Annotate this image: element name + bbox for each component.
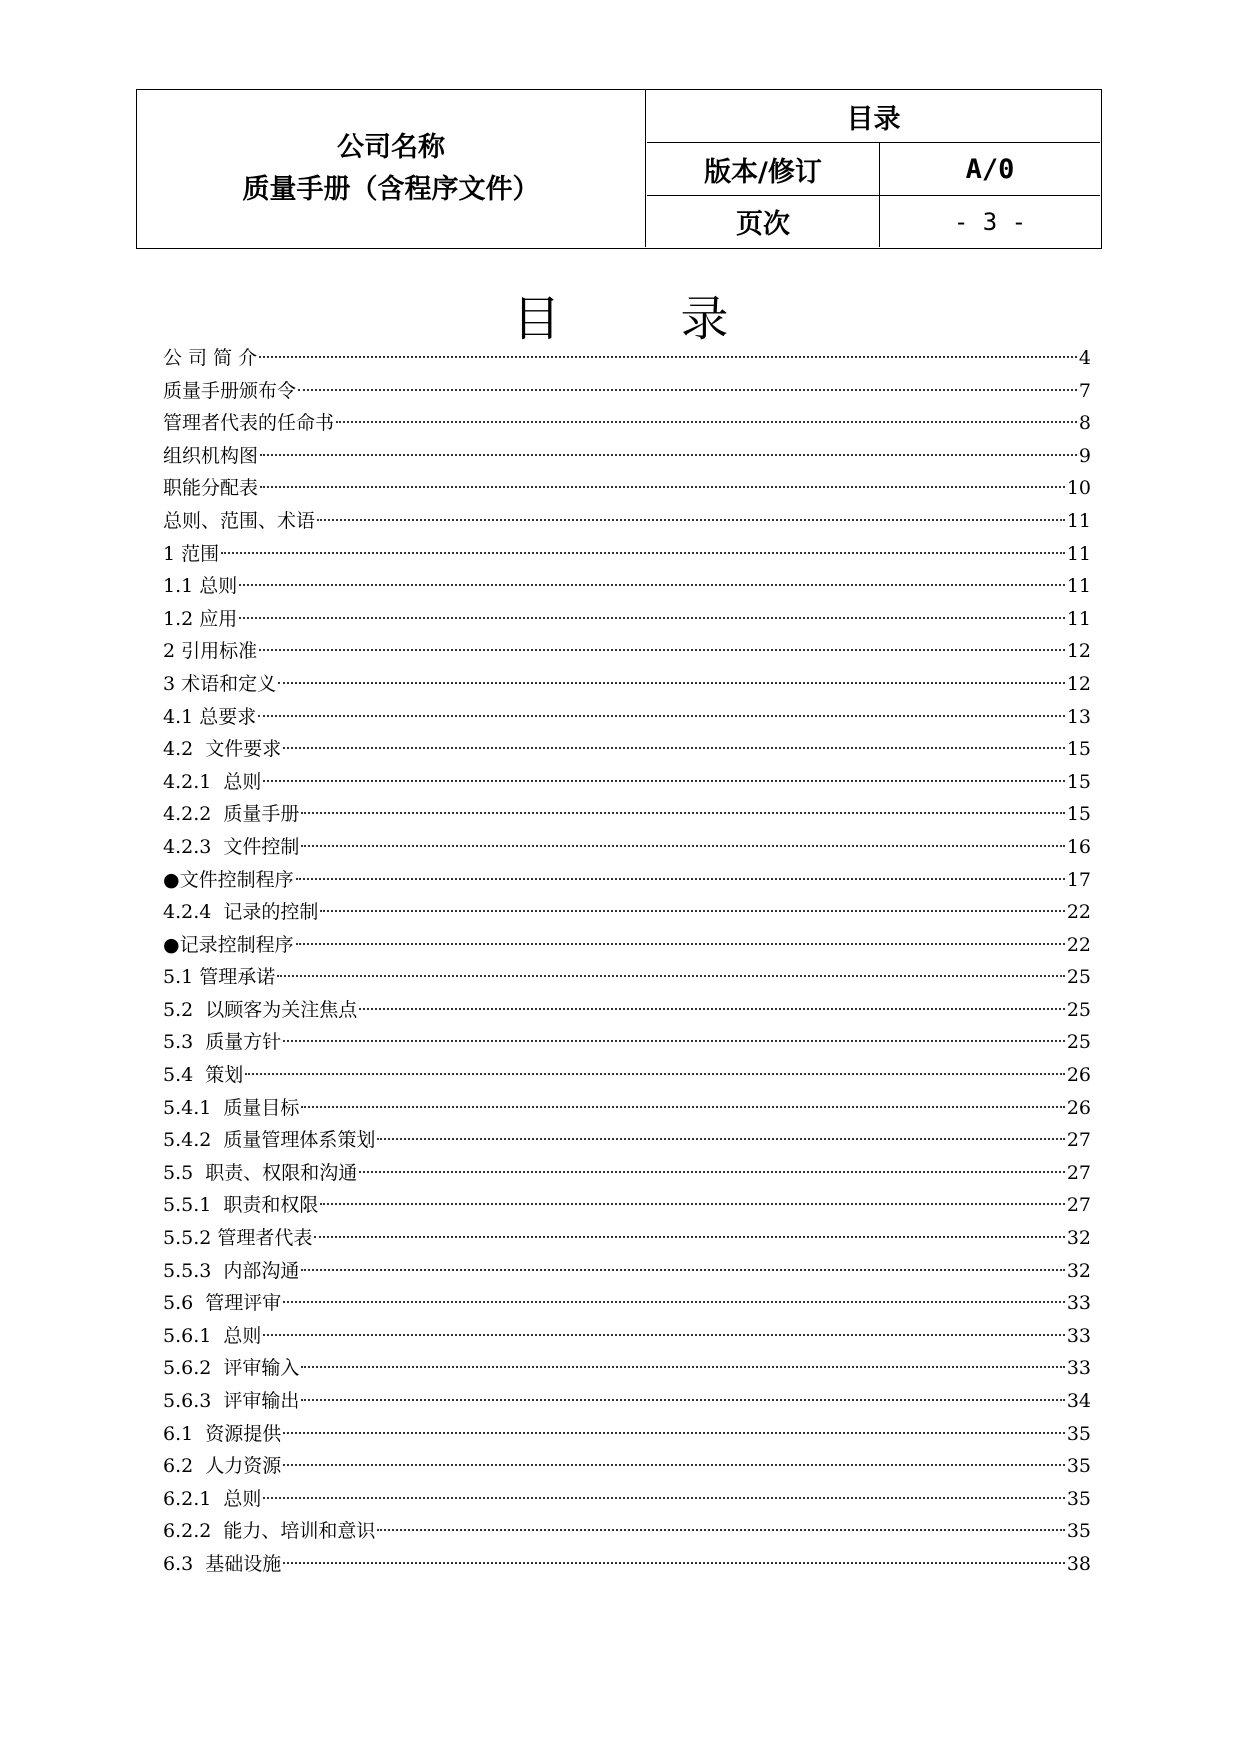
toc-entry[interactable] [163, 766, 1091, 799]
toc-dot-leader [359, 1008, 1065, 1010]
toc-entry-label: 6.2.2 能力、培训和意识 [163, 1520, 376, 1543]
toc-entry[interactable] [163, 1385, 1091, 1418]
toc-entry-page: 27 [1066, 1161, 1091, 1184]
toc-entry-page: 33 [1066, 1292, 1091, 1315]
toc-entry[interactable] [163, 440, 1091, 473]
toc-entry[interactable] [163, 1255, 1091, 1288]
toc-dot-leader [301, 812, 1064, 814]
manual-title: 质量手册（含程序文件） [242, 173, 540, 205]
toc-entry-label: 5.5 职责、权限和沟通 [163, 1161, 358, 1184]
toc-dot-leader [263, 1334, 1064, 1336]
toc-entry[interactable] [163, 1483, 1091, 1516]
toc-entry-page: 13 [1066, 705, 1091, 728]
toc-entry-label: 2 引用标准 [163, 640, 258, 663]
page-title: 目录 [512, 291, 849, 347]
toc-entry-page: 22 [1066, 901, 1091, 924]
toc-entry-page: 35 [1066, 1487, 1091, 1510]
toc-entry-label: 5.5.1 职责和权限 [163, 1194, 319, 1217]
toc-entry-label: 5.5.3 内部沟通 [163, 1259, 300, 1282]
toc-entry-page: 25 [1066, 966, 1091, 989]
toc-dot-leader [296, 878, 1065, 880]
toc-entry-page: 16 [1066, 835, 1091, 858]
toc-entry[interactable] [163, 961, 1091, 994]
toc-dot-leader [283, 1562, 1065, 1564]
toc-entry-label: ●文件控制程序 [163, 868, 294, 891]
toc-entry-page: 15 [1066, 738, 1091, 761]
toc-dot-leader [283, 1040, 1065, 1042]
toc-dot-leader [283, 1432, 1065, 1434]
toc-entry[interactable] [163, 603, 1091, 636]
toc-entry[interactable] [163, 668, 1091, 701]
toc-entry-label: 4.2.2 质量手册 [163, 803, 300, 826]
toc-entry[interactable] [163, 1548, 1091, 1581]
toc-entry[interactable] [163, 570, 1091, 603]
toc-entry-label: 5.5.2 管理者代表 [163, 1227, 313, 1250]
toc-dot-leader [377, 1138, 1064, 1140]
toc-entry-page: 33 [1066, 1357, 1091, 1380]
toc-entry[interactable] [163, 1222, 1091, 1255]
page-label: 页次 [647, 196, 880, 247]
toc-entry-label: ●记录控制程序 [163, 933, 294, 956]
toc-entry-label: 6.2 人力资源 [163, 1455, 282, 1478]
toc-entry-label: 5.1 管理承诺 [163, 966, 276, 989]
toc-dot-leader [259, 356, 1077, 358]
toc-dot-leader [301, 845, 1064, 847]
toc-entry-page: 17 [1066, 868, 1091, 891]
toc-dot-leader [258, 715, 1065, 717]
toc-entry-page: 26 [1066, 1064, 1091, 1087]
toc-entry[interactable] [163, 798, 1091, 831]
toc-entry-page: 15 [1066, 770, 1091, 793]
toc-dot-leader [283, 1301, 1065, 1303]
toc-dot-leader [320, 910, 1064, 912]
toc-dot-leader [296, 943, 1065, 945]
toc-entry[interactable] [163, 1124, 1091, 1157]
toc-dot-leader [283, 747, 1065, 749]
toc-entry-page: 32 [1066, 1259, 1091, 1282]
toc-dot-leader [320, 1203, 1064, 1205]
toc-entry[interactable] [163, 538, 1091, 571]
table-of-contents [163, 342, 1091, 1581]
toc-dot-leader [298, 389, 1077, 391]
toc-entry[interactable] [163, 505, 1091, 538]
toc-entry[interactable] [163, 831, 1091, 864]
toc-entry[interactable] [163, 472, 1091, 505]
toc-entry[interactable] [163, 1287, 1091, 1320]
toc-dot-leader [314, 1236, 1064, 1238]
toc-entry-label: 5.6 管理评审 [163, 1292, 282, 1315]
toc-dot-leader [283, 1464, 1065, 1466]
toc-entry[interactable] [163, 864, 1091, 897]
toc-entry[interactable] [163, 342, 1091, 375]
toc-dot-leader [263, 780, 1064, 782]
header-title-block [137, 90, 646, 247]
page-value: - 3 - [953, 207, 1027, 236]
toc-dot-leader [239, 584, 1065, 586]
toc-entry-page: 12 [1066, 672, 1091, 695]
toc-dot-leader [317, 519, 1065, 521]
toc-entry[interactable] [163, 1189, 1091, 1222]
toc-entry[interactable] [163, 733, 1091, 766]
toc-entry-label: 6.3 基础设施 [163, 1552, 282, 1575]
toc-entry-page: 8 [1078, 412, 1091, 435]
toc-dot-leader [336, 421, 1077, 423]
toc-dot-leader [259, 649, 1065, 651]
toc-entry-page: 7 [1078, 379, 1091, 402]
toc-entry-label: 4.2 文件要求 [163, 738, 282, 761]
toc-dot-leader [263, 1497, 1064, 1499]
toc-entry-page: 10 [1066, 477, 1091, 500]
toc-entry[interactable] [163, 1450, 1091, 1483]
toc-entry-label: 5.6.3 评审输出 [163, 1390, 300, 1412]
toc-entry[interactable] [163, 1418, 1091, 1451]
toc-entry-label: 质量手册颁布令 [163, 379, 297, 402]
toc-entry-page: 11 [1066, 575, 1091, 598]
toc-entry-page: 11 [1066, 607, 1091, 630]
toc-entry-page: 11 [1066, 542, 1091, 565]
toc-entry-label: 5.2 以顾客为关注焦点 [163, 998, 358, 1021]
toc-dot-leader [359, 1171, 1065, 1173]
toc-entry[interactable] [163, 1059, 1091, 1092]
toc-entry-label: 5.3 质量方针 [163, 1031, 282, 1054]
toc-entry[interactable] [163, 1092, 1091, 1125]
toc-entry-page: 27 [1066, 1194, 1091, 1217]
toc-entry-label: 1.2 应用 [163, 607, 238, 630]
toc-dot-leader [277, 975, 1065, 977]
toc-dot-leader [260, 454, 1077, 456]
section-name: 目录 [647, 90, 1100, 143]
toc-entry-page: 12 [1066, 640, 1091, 663]
toc-entry-label: 职能分配表 [163, 477, 259, 500]
toc-dot-leader [301, 1366, 1064, 1368]
toc-entry-page: 15 [1066, 803, 1091, 826]
toc-entry-page: 32 [1066, 1227, 1091, 1250]
toc-entry-page: 27 [1066, 1129, 1091, 1152]
toc-dot-leader [377, 1529, 1064, 1531]
toc-entry-page: 25 [1066, 998, 1091, 1021]
toc-entry[interactable] [163, 1320, 1091, 1353]
toc-entry[interactable] [163, 994, 1091, 1027]
toc-entry-label: 总则、范围、术语 [163, 509, 316, 532]
toc-entry[interactable] [163, 1157, 1091, 1190]
toc-entry-label: 1 范围 [163, 542, 220, 565]
toc-dot-leader [260, 486, 1065, 488]
toc-entry-label: 3 术语和定义 [163, 672, 277, 695]
toc-entry-page: 11 [1066, 509, 1091, 532]
toc-dot-leader [278, 682, 1065, 684]
toc-entry-label: 组织机构图 [163, 444, 259, 467]
toc-entry-label: 5.4.2 质量管理体系策划 [163, 1129, 376, 1152]
toc-entry-label: 4.2.1 总则 [163, 770, 262, 793]
toc-entry-label: 5.4 策划 [163, 1064, 244, 1087]
toc-entry-page: 35 [1066, 1520, 1091, 1543]
toc-dot-leader [301, 1269, 1064, 1271]
toc-dot-leader [301, 1106, 1064, 1108]
toc-entry[interactable] [163, 701, 1091, 734]
company-name: 公司名称 [337, 131, 445, 163]
document-header [136, 89, 1102, 249]
toc-entry-page: 25 [1066, 1031, 1091, 1054]
toc-entry-label: 4.1 总要求 [163, 705, 257, 728]
toc-entry-page: 35 [1066, 1455, 1091, 1478]
toc-entry[interactable] [163, 896, 1091, 929]
toc-entry-page: 38 [1066, 1552, 1091, 1575]
toc-entry-label: 1.1 总则 [163, 575, 238, 598]
toc-entry-label: 4.2.3 文件控制 [163, 835, 300, 858]
toc-entry[interactable] [163, 635, 1091, 668]
toc-dot-leader [245, 1073, 1065, 1075]
toc-entry-page: 22 [1066, 933, 1091, 956]
toc-dot-leader [301, 1399, 1064, 1401]
toc-entry-page: 33 [1066, 1324, 1091, 1347]
toc-entry[interactable] [163, 375, 1091, 408]
toc-dot-leader [239, 617, 1065, 619]
header-info-block [647, 90, 1100, 247]
toc-entry-page: 34 [1066, 1390, 1091, 1412]
toc-entry-page: 4 [1078, 347, 1091, 369]
toc-dot-leader [221, 552, 1065, 554]
toc-entry[interactable] [163, 1515, 1091, 1548]
toc-entry-page: 9 [1078, 444, 1091, 467]
toc-entry-label: 4.2.4 记录的控制 [163, 901, 319, 924]
toc-entry-label: 5.4.1 质量目标 [163, 1096, 300, 1119]
toc-entry[interactable] [163, 929, 1091, 962]
toc-entry[interactable] [163, 1352, 1091, 1385]
toc-entry[interactable] [163, 1026, 1091, 1059]
toc-entry[interactable] [163, 407, 1091, 440]
toc-entry-label: 5.6.2 评审输入 [163, 1357, 300, 1380]
toc-entry-label: 公 司 简 介 [163, 347, 258, 369]
toc-entry-label: 5.6.1 总则 [163, 1324, 262, 1347]
toc-entry-page: 26 [1066, 1096, 1091, 1119]
version-label: 版本/修订 [647, 143, 880, 196]
toc-entry-label: 6.2.1 总则 [163, 1487, 262, 1510]
version-value: A/0 [880, 143, 1100, 196]
toc-entry-page: 35 [1066, 1422, 1091, 1445]
toc-entry-label: 6.1 资源提供 [163, 1422, 282, 1445]
toc-entry-label: 管理者代表的任命书 [163, 412, 335, 435]
